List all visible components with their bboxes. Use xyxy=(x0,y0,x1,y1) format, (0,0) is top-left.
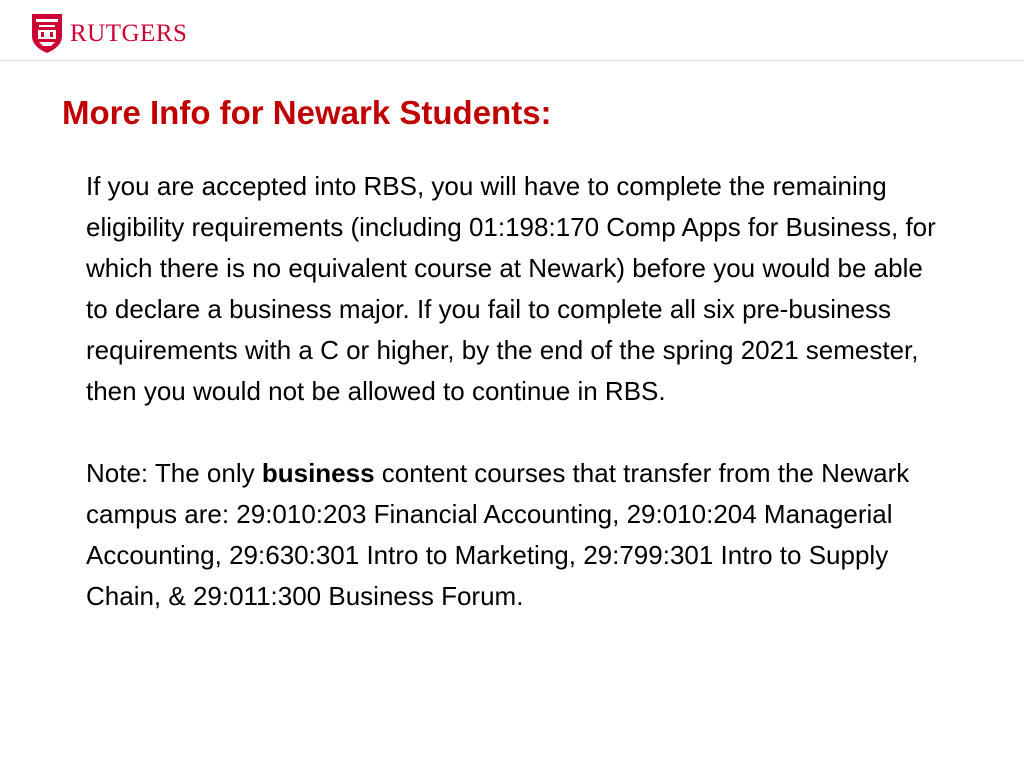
paragraph-spacer xyxy=(86,412,946,453)
header-bar xyxy=(0,0,1024,61)
rutgers-logo xyxy=(30,12,187,54)
slide-title: More Info for Newark Students: xyxy=(62,94,552,131)
eligibility-paragraph: If you are accepted into RBS, you will have to complete the remaining eligibility requirements (including 01:198:170 Comp Apps for Business, for which there is no equivalent course at Newark) before you would be able to declare a business major. If you fail to complete all six pre-business requirements with a C or higher, by the end of the spring 2021 semester, then you would not be allowed to continue in RBS. xyxy=(86,171,936,406)
note-suffix: content courses that transfer from the Newark campus are: 29:010:203 Financial Accounting, 29:010:204 Managerial Accounting, 29:630:301 Intro to Marketing, 29:799:301 Intro to Supply Chain, & 29:011:300 Business Forum. xyxy=(86,458,910,611)
rutgers-shield-icon xyxy=(30,12,64,54)
note-prefix: Note: The only xyxy=(86,458,262,488)
note-bold-word: business xyxy=(261,458,375,488)
slide-body xyxy=(86,166,946,617)
rutgers-wordmark: RUTGERS xyxy=(70,19,188,47)
transfer-note-paragraph xyxy=(86,453,946,617)
